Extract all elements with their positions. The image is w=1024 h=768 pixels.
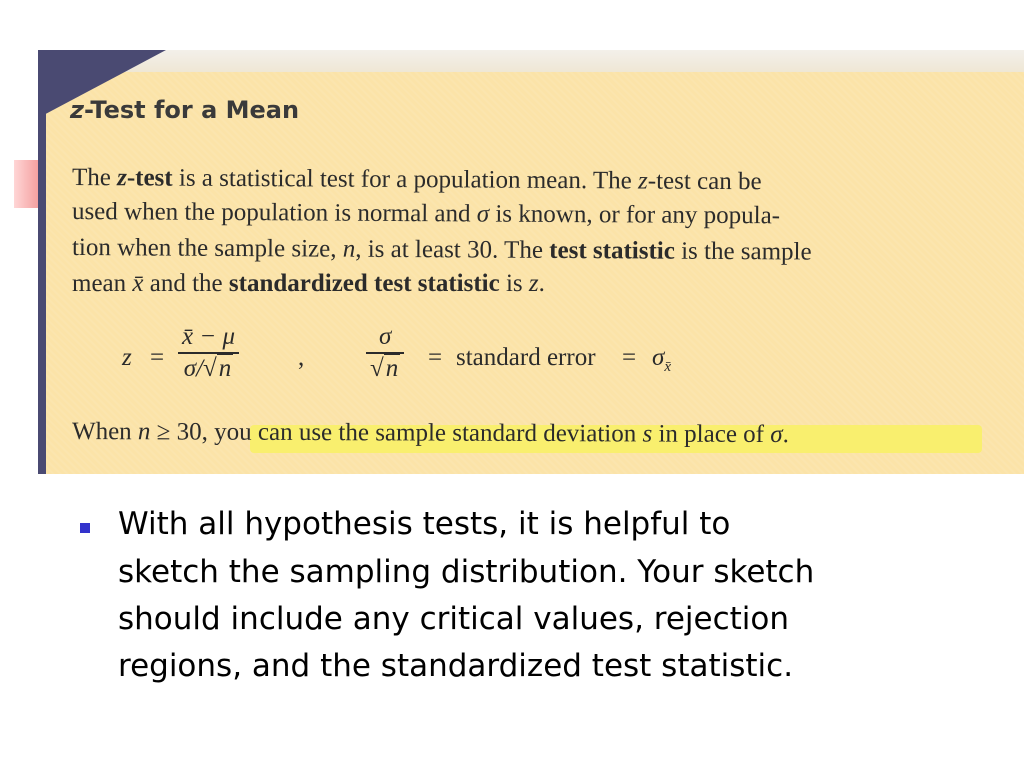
bullet-text-line: should include any critical values, rejection [118, 601, 790, 637]
standard-error-fraction [366, 322, 404, 384]
definition-line-2: used when the population is normal and σ is known, or for any popula- [71, 198, 781, 230]
bullet-text-line: regions, and the standardized test statistic. [118, 648, 794, 684]
standard-error-label: standard error [456, 344, 596, 371]
formula-comma: , [298, 344, 305, 371]
large-sample-note: When n ≥ 30, you can use the sample standard deviation s in place of σ. [71, 418, 789, 449]
formula-z: z [122, 344, 132, 371]
box-title: z-Test for a Mean [70, 96, 300, 124]
standard-error-numerator: σ [378, 323, 392, 350]
scan-top-band [38, 50, 1024, 72]
z-denominator: σ/√n [183, 355, 232, 382]
textbook-scan [38, 50, 1024, 474]
z-fraction [178, 322, 239, 384]
definition-line-1: The z-test is a statistical test for a population mean. The z-test can be [71, 164, 762, 196]
formula-equals-3: = [622, 344, 637, 371]
bullet-text-line: sketch the sampling distribution. Your sketch [118, 554, 815, 590]
formula-equals-2: = [428, 344, 443, 371]
bullet-icon [80, 523, 90, 533]
standard-error-denominator: √n [370, 355, 399, 382]
scan-left-bar [38, 50, 46, 474]
formula-equals-1: = [150, 344, 165, 371]
z-numerator: x̄ − μ [182, 323, 236, 350]
definition-line-3: tion when the sample size, n, is at least 30. The test statistic is the sample [71, 234, 812, 266]
bullet-text-line: With all hypothesis tests, it is helpful to [118, 506, 731, 542]
definition-line-4: mean x̄ and the standardized test statistic is z. [72, 270, 545, 297]
sigma-x-bar: $\sigma_{x̄}$ [652, 344, 672, 375]
